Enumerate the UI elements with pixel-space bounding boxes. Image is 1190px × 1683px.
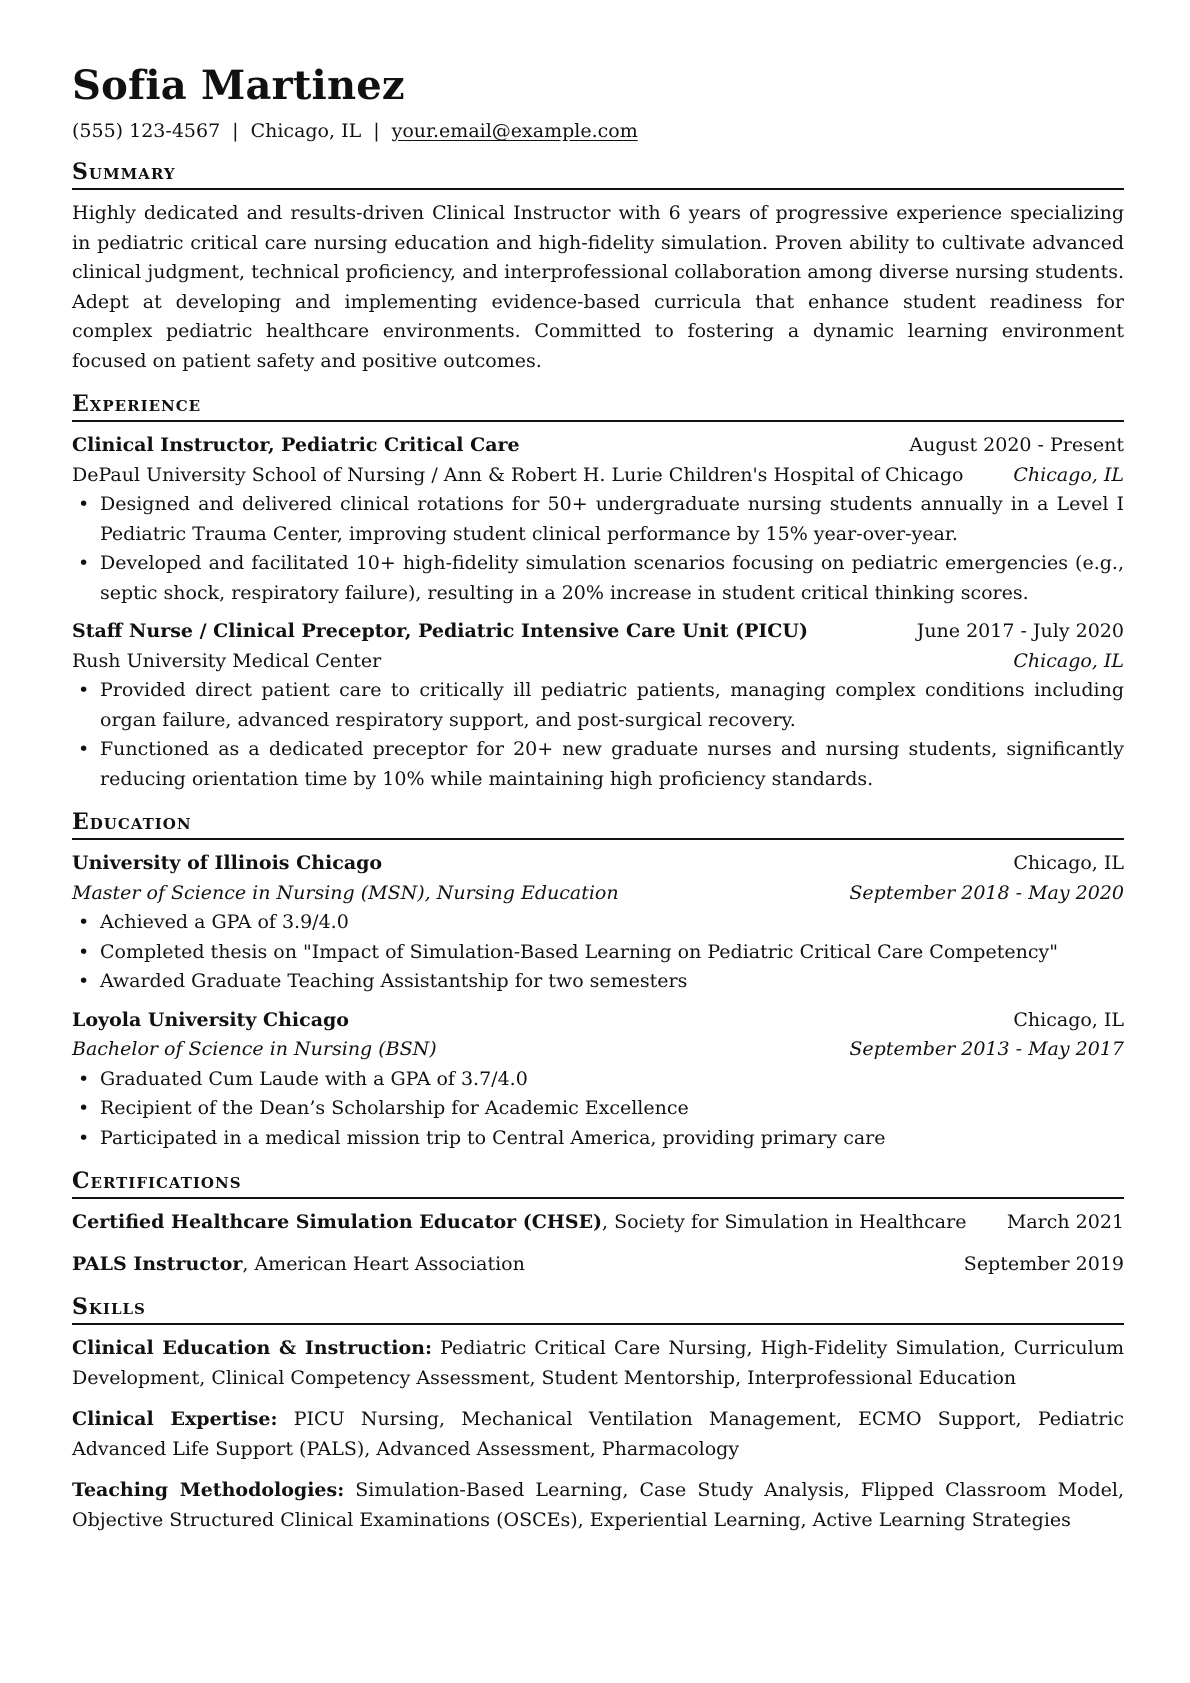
job-header-row — [72, 617, 1124, 647]
school-row — [72, 849, 1124, 879]
bullet-item: • Completed thesis on "Impact of Simulation-Based Learning on Pediatric Critical Care Competency" — [72, 938, 1124, 968]
education-entry — [72, 1006, 1124, 1154]
skill-list: Simulation-Based Learning, Case Study Analysis, Flipped Classroom Model, Objective Structured Clinical Examinations (OSCEs), Experiential Learning, Active Learning Strategies — [72, 1479, 1124, 1531]
education-entry — [72, 849, 1124, 997]
education-section — [72, 808, 1124, 1153]
job-header-row — [72, 431, 1124, 461]
school-row — [72, 1006, 1124, 1036]
contact-line — [72, 118, 1124, 144]
skill-group — [72, 1405, 1124, 1464]
experience-section — [72, 390, 1124, 794]
skill-label: Clinical Expertise: — [72, 1408, 278, 1430]
school-location: Chicago, IL — [1013, 852, 1124, 874]
certification-name: Certified Healthcare Simulation Educator (CHSE) — [72, 1211, 603, 1233]
skill-label: Teaching Methodologies: — [72, 1479, 345, 1501]
bullet-item: • Developed and facilitated 10+ high-fidelity simulation scenarios focusing on pediatric emergencies (e.g., septic shock, respiratory failure), resulting in a 20% increase in student critical thinking scores. — [72, 549, 1124, 608]
email-link[interactable]: your.email@example.com — [391, 120, 638, 142]
certification-issuer: , Society for Simulation in Healthcare — [602, 1211, 967, 1233]
skill-label: Clinical Education & Instruction: — [72, 1337, 432, 1359]
job-location: Chicago, IL — [1013, 463, 1124, 486]
section-title-summary: Summary — [72, 158, 1124, 190]
bullet-item: • Functioned as a dedicated preceptor for 20+ new graduate nurses and nursing students, significantly reducing orientation time by 10% while maintaining high proficiency standards. — [72, 735, 1124, 794]
job-bullets — [72, 490, 1124, 608]
job-org-row — [72, 461, 1124, 491]
contact-separator: | — [232, 120, 239, 142]
skill-group — [72, 1334, 1124, 1393]
certification-issuer: , American Heart Association — [242, 1252, 525, 1275]
skill-group — [72, 1476, 1124, 1535]
resume-page — [72, 62, 1124, 1547]
candidate-name: Sofia Martinez — [72, 62, 405, 109]
degree-name: Master of Science in Nursing (MSN), Nursing Education — [72, 881, 619, 904]
degree-name: Bachelor of Science in Nursing (BSN) — [72, 1038, 437, 1060]
certifications-section — [72, 1167, 1124, 1279]
job-role: Staff Nurse / Clinical Preceptor, Pediatric Intensive Care Unit (PICU) — [72, 620, 808, 642]
job-location: Chicago, IL — [1013, 649, 1124, 672]
degree-row — [72, 1035, 1124, 1065]
summary-text: Highly dedicated and results-driven Clinical Instructor with 6 years of progressive experience specializing in pediatric critical care nursing education and high-fidelity simulation. Proven ability to cultivate advanced clinical judgment, technical proficiency, and interprofessional collaboration among diverse nursing students. Adept at developing and implementing evidence-based curricula that enhance student readiness for complex pediatric healthcare environments. Committed to fostering a dynamic learning environment focused on patient safety and positive outcomes. — [72, 202, 1124, 372]
certification-row — [72, 1208, 1124, 1238]
skills-section — [72, 1293, 1124, 1535]
bullet-item: • Participated in a medical mission trip to Central America, providing primary care — [72, 1124, 1124, 1154]
job-bullets — [72, 676, 1124, 794]
bullet-item: • Awarded Graduate Teaching Assistantship for two semesters — [72, 967, 1124, 997]
school-location: Chicago, IL — [1013, 1008, 1124, 1031]
job-role: Clinical Instructor, Pediatric Critical Care — [72, 434, 520, 456]
certification-row — [72, 1250, 1124, 1280]
section-title-skills: Skills — [72, 1293, 1124, 1325]
skill-list: PICU Nursing, Mechanical Ventilation Management, ECMO Support, Pediatric Advanced Life Support (PALS), Advanced Assessment, Pharmacology — [72, 1408, 1124, 1460]
job-dates: August 2020 - Present — [909, 434, 1124, 456]
degree-row — [72, 879, 1124, 909]
school-name: University of Illinois Chicago — [72, 852, 383, 874]
certification-name: PALS Instructor — [72, 1252, 243, 1275]
bullet-item: • Designed and delivered clinical rotations for 50+ undergraduate nursing students annually in a Level I Pediatric Trauma Center, improving student clinical performance by 15% year-over-year. — [72, 490, 1124, 549]
bullet-item: • Provided direct patient care to critically ill pediatric patients, managing complex conditions including organ failure, advanced respiratory support, and post-surgical recovery. — [72, 676, 1124, 735]
degree-dates: September 2018 - May 2020 — [849, 881, 1124, 904]
job-dates: June 2017 - July 2020 — [916, 620, 1124, 642]
skill-list: Pediatric Critical Care Nursing, High-Fidelity Simulation, Curriculum Development, Clinical Competency Assessment, Student Mentorship, Interprofessional Education — [72, 1337, 1124, 1389]
certification-date: September 2019 — [963, 1252, 1124, 1275]
education-bullets — [72, 908, 1124, 997]
contact-separator: | — [373, 120, 380, 142]
certification-text — [72, 1208, 966, 1238]
job-organization: Rush University Medical Center — [72, 649, 382, 672]
section-title-certifications: Certifications — [72, 1167, 1124, 1199]
job-organization: DePaul University School of Nursing / Ann & Robert H. Lurie Children's Hospital of Chicago — [72, 463, 964, 486]
certification-date: March 2021 — [1006, 1211, 1124, 1233]
certification-text — [72, 1250, 525, 1280]
phone-number: (555) 123-4567 — [72, 120, 221, 142]
section-title-experience: Experience — [72, 390, 1124, 422]
job-org-row — [72, 647, 1124, 677]
bullet-item: • Recipient of the Dean’s Scholarship for Academic Excellence — [72, 1094, 1124, 1124]
education-bullets — [72, 1065, 1124, 1154]
degree-dates: September 2013 - May 2017 — [849, 1038, 1124, 1060]
location: Chicago, IL — [250, 120, 362, 142]
bullet-item: • Graduated Cum Laude with a GPA of 3.7/4.0 — [72, 1065, 1124, 1095]
job-entry — [72, 617, 1124, 794]
job-entry — [72, 431, 1124, 608]
bullet-item: • Achieved a GPA of 3.9/4.0 — [72, 908, 1124, 938]
summary-section — [72, 158, 1124, 376]
school-name: Loyola University Chicago — [72, 1008, 349, 1031]
section-title-education: Education — [72, 808, 1124, 840]
